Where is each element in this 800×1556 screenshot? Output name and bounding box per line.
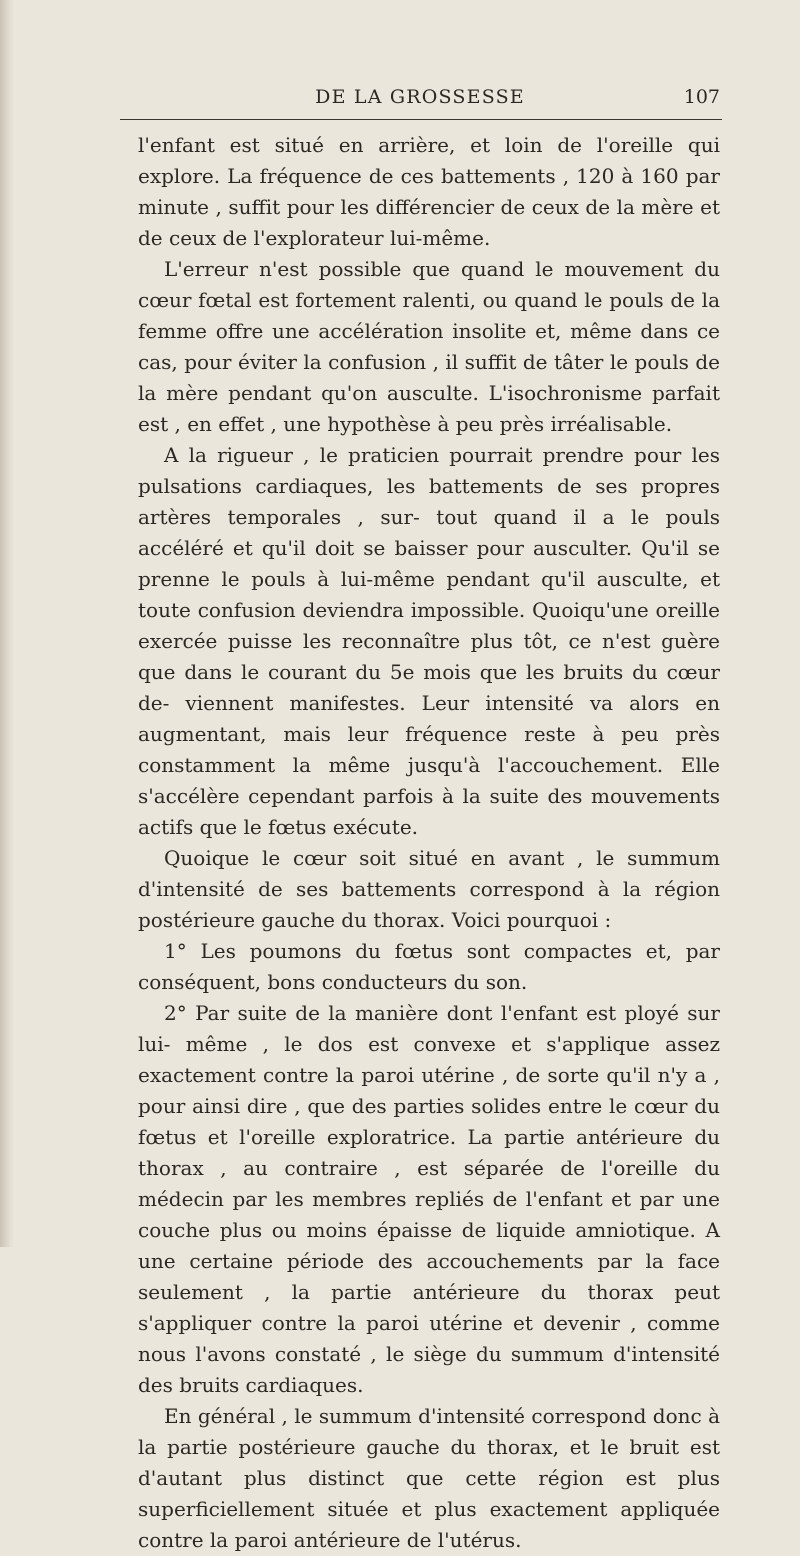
paragraph-1: l'enfant est situé en arrière, et loin de l'oreille qui explore. La fréquence de ces battements , 120 à 160 par minute , suffit pour les différencier de ceux de la mère et de ceux de l'explorateur lui-même. (138, 133, 720, 250)
paragraph-4: Quoique le cœur soit situé en avant , le summum d'intensité de ses battements correspond à la région postérieure gauche du thorax. Voici pourquoi : (138, 846, 720, 932)
paragraph-3: A la rigueur , le praticien pourrait prendre pour les pulsations cardiaques, les battements de ses propres artères temporales , sur- tout quand il a le pouls accéléré et qu'il doit se baisser pour ausculter. Qu'il se prenne le pouls à lui-même pendant qu'il ausculte, et toute confusion deviendra impossible. Quoiqu'une oreille exercée puisse les reconnaître plus tôt, ce n'est guère que dans le courant du 5e mois que les bruits du cœur de- viennent manifestes. Leur intensité va alors en augmentant, mais leur fréquence reste à peu près constamment la même jusqu'à l'accouchement. Elle s'accélère cependant parfois à la suite des mouvements actifs que le fœtus exécute. (138, 443, 720, 839)
page-number: 107 (683, 86, 720, 108)
paragraph-7: En général , le summum d'intensité correspond donc à la partie postérieure gauche du thorax, et le bruit est d'autant plus distinct que cette région est plus superficiellement située et plus exactement appliquée contre la paroi antérieure de l'utérus. (138, 1404, 720, 1552)
paragraph-6: 2° Par suite de la manière dont l'enfant est ployé sur lui- même , le dos est convexe et s'applique assez exactement contre la paroi utérine , de sorte qu'il n'y a , pour ainsi dire , que des parties solides entre le cœur du fœtus et l'oreille exploratrice. La partie antérieure du thorax , au contraire , est séparée de l'oreille du médecin par les membres repliés de l'enfant et par une couche plus ou moins épaisse de liquide amniotique. A une certaine période des accouchements par la face seulement , la partie antérieure du thorax peut s'appliquer contre la paroi utérine et devenir , comme nous l'avons constaté , le siège du summum d'intensité des bruits cardiaques. (138, 1001, 720, 1397)
paragraph-2: L'erreur n'est possible que quand le mouvement du cœur fœtal est fortement ralenti, ou quand le pouls de la femme offre une accélération insolite et, même dans ce cas, pour éviter la confusion , il suffit de tâter le pouls de la mère pendant qu'on ausculte. L'isochronisme parfait est , en effet , une hypothèse à peu près irréalisable. (138, 257, 720, 436)
paragraph-5: 1° Les poumons du fœtus sont compactes et, par conséquent, bons conducteurs du son. (138, 939, 720, 994)
body-text (138, 130, 720, 1556)
page-header (120, 86, 720, 116)
page-edge-shadow (0, 0, 14, 1247)
running-head: DE LA GROSSESSE (315, 86, 525, 108)
header-rule (120, 119, 722, 120)
